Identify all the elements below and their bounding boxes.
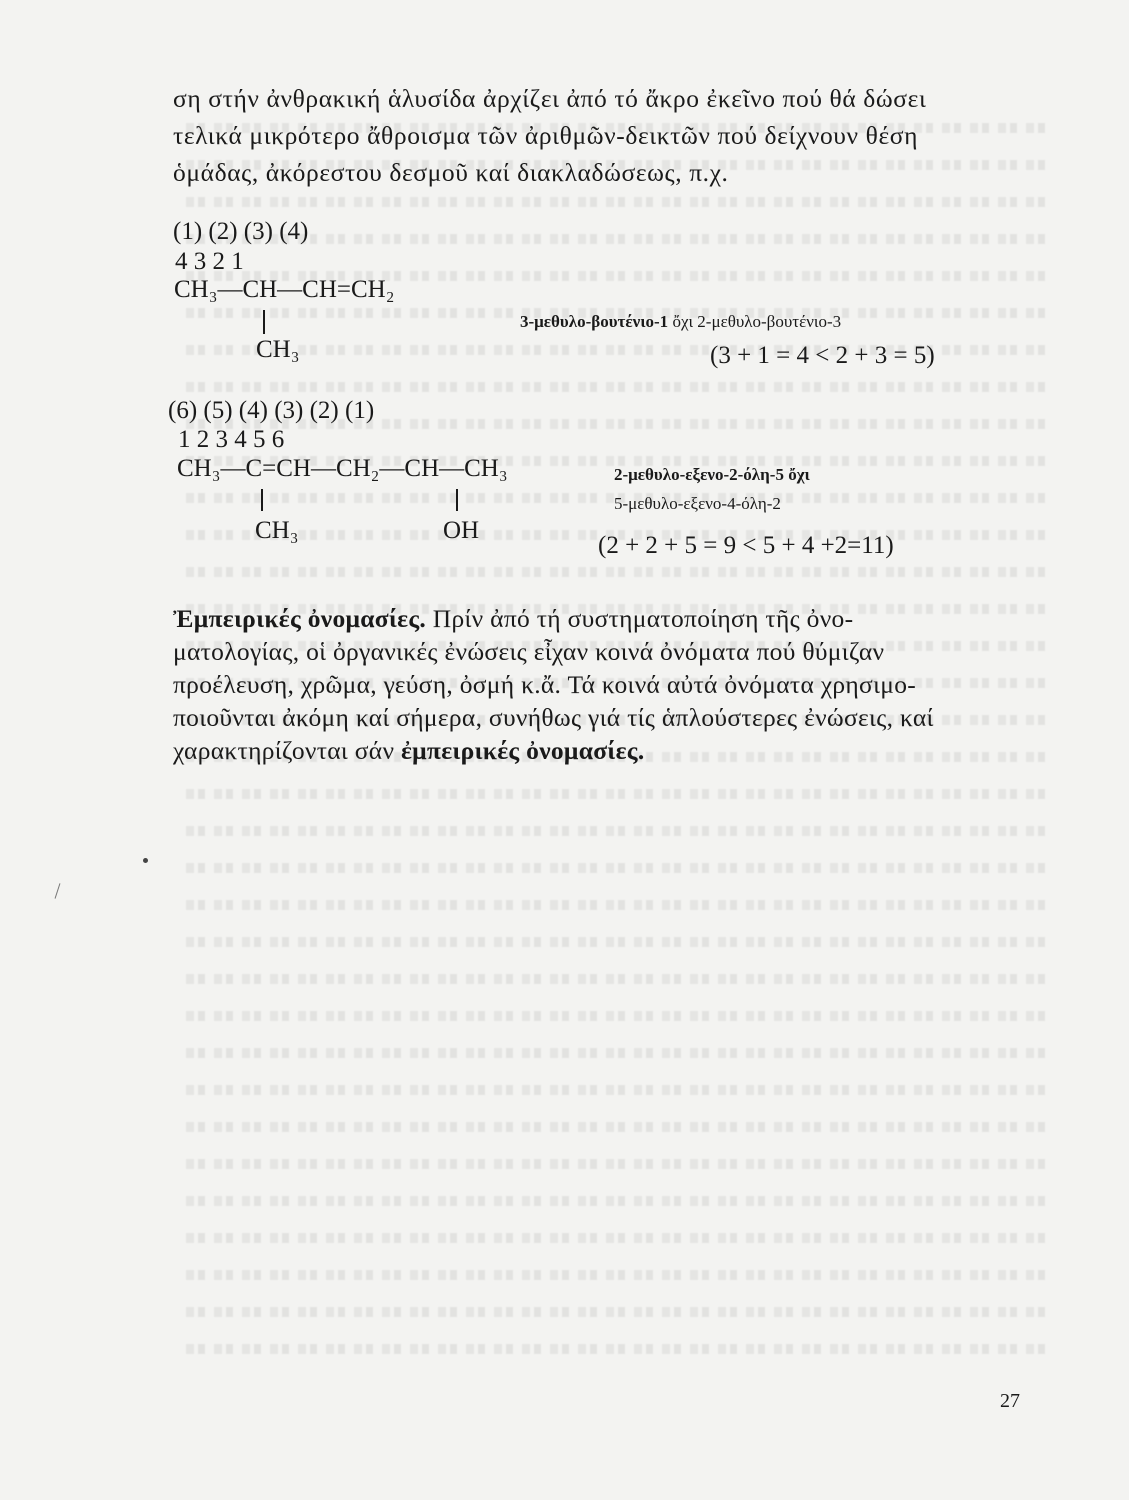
intro-paragraph — [173, 80, 1033, 191]
text-line: ση στήν ἀνθρακική ἁλυσίδα ἀρχίζει ἀπό τό ἄκρο ἐκεῖνο πού θά δώσει — [173, 84, 927, 113]
bleed-through-text — [185, 110, 1045, 1430]
ink-dot — [143, 858, 148, 863]
locant-sum-inequality: (2 + 2 + 5 = 9 < 5 + 4 +2=11) — [598, 532, 894, 559]
formula-main-chain: CH₃—C=CH—CH₂—CH—CH₃ — [177, 455, 508, 482]
structural-formula — [174, 276, 394, 304]
bleed-line — [185, 776, 1045, 813]
section-heading: Ἐμπειρικές ὀνομασίες. — [173, 604, 427, 633]
text-line: ποιοῦνται ἀκόμη καί σήμερα, συνήθως γιά τίς ἁπλούστερες ἐνώσεις, καί — [173, 703, 934, 732]
bleed-line — [185, 961, 1045, 998]
bleed-line — [185, 1146, 1045, 1183]
bleed-line — [185, 221, 1045, 258]
bleed-line — [185, 998, 1045, 1035]
text-line: προέλευση, χρῶμα, γεύση, ὀσμή κ.ἄ. Τά κοινά αὐτά ὀνόματα χρησιμο- — [173, 670, 917, 699]
emphasized-term: ἐμπειρικές ὀνομασίες. — [400, 736, 645, 765]
bleed-line — [185, 924, 1045, 961]
empirical-names-paragraph — [173, 602, 1053, 767]
bleed-line — [185, 1331, 1045, 1368]
bleed-line — [185, 813, 1045, 850]
bleed-line — [185, 1072, 1045, 1109]
pencil-mark — [55, 883, 61, 899]
wrong-name: ὄχι 2-μεθυλο-βουτένιο-3 — [672, 312, 842, 331]
text-line: χαρακτηρίζονται σάν — [173, 736, 395, 765]
correct-name: 2-μεθυλο-εξενο-2-όλη-5 ὄχι — [614, 465, 810, 484]
bleed-line — [185, 1109, 1045, 1146]
page-number: 27 — [1000, 1390, 1020, 1412]
bleed-line — [185, 1257, 1045, 1294]
parenthetical-numbering: (6) (5) (4) (3) (2) (1) — [168, 397, 375, 424]
correct-name: 3-μεθυλο-βουτένιο-1 — [520, 312, 669, 331]
text-line: τελικά μικρότερο ἄθροισμα τῶν ἀριθμῶν-δεικτῶν πού δείχνουν θέση — [173, 121, 919, 150]
bleed-line — [185, 1220, 1045, 1257]
bleed-line — [185, 1035, 1045, 1072]
bleed-line — [185, 887, 1045, 924]
formula-branch: OH — [443, 517, 480, 544]
formula-branch: CH₃ — [256, 336, 300, 363]
parenthetical-numbering: (1) (2) (3) (4) — [173, 218, 309, 245]
formula-branch: CH₃ — [255, 517, 299, 544]
text-line: Πρίν ἀπό τή συστηματοποίηση τῆς ὀνο- — [432, 604, 854, 633]
bleed-line — [185, 1183, 1045, 1220]
wrong-name: 5-μεθυλο-εξενο-4-όλη-2 — [614, 494, 781, 513]
branch-bond — [261, 489, 263, 511]
bleed-line — [185, 850, 1045, 887]
locant-sum-inequality: (3 + 1 = 4 < 2 + 3 = 5) — [710, 342, 935, 369]
text-line: ὁμάδας, ἀκόρεστου δεσμοῦ καί διακλαδώσεως, π.χ. — [173, 158, 729, 187]
name-comparison — [520, 312, 841, 332]
branch-bond — [456, 489, 458, 511]
locant-numbering: 1 2 3 4 5 6 — [178, 426, 285, 453]
branch-bond — [263, 310, 265, 334]
bleed-line — [185, 1294, 1045, 1331]
locant-numbering: 4 3 2 1 — [175, 248, 244, 275]
text-line: ματολογίας, οἱ ὀργανικές ἐνώσεις εἶχαν κοινά ὀνόματα πού θύμιζαν — [173, 637, 885, 666]
formula-main-chain: CH₃—CH—CH=CH₂ — [174, 276, 395, 303]
